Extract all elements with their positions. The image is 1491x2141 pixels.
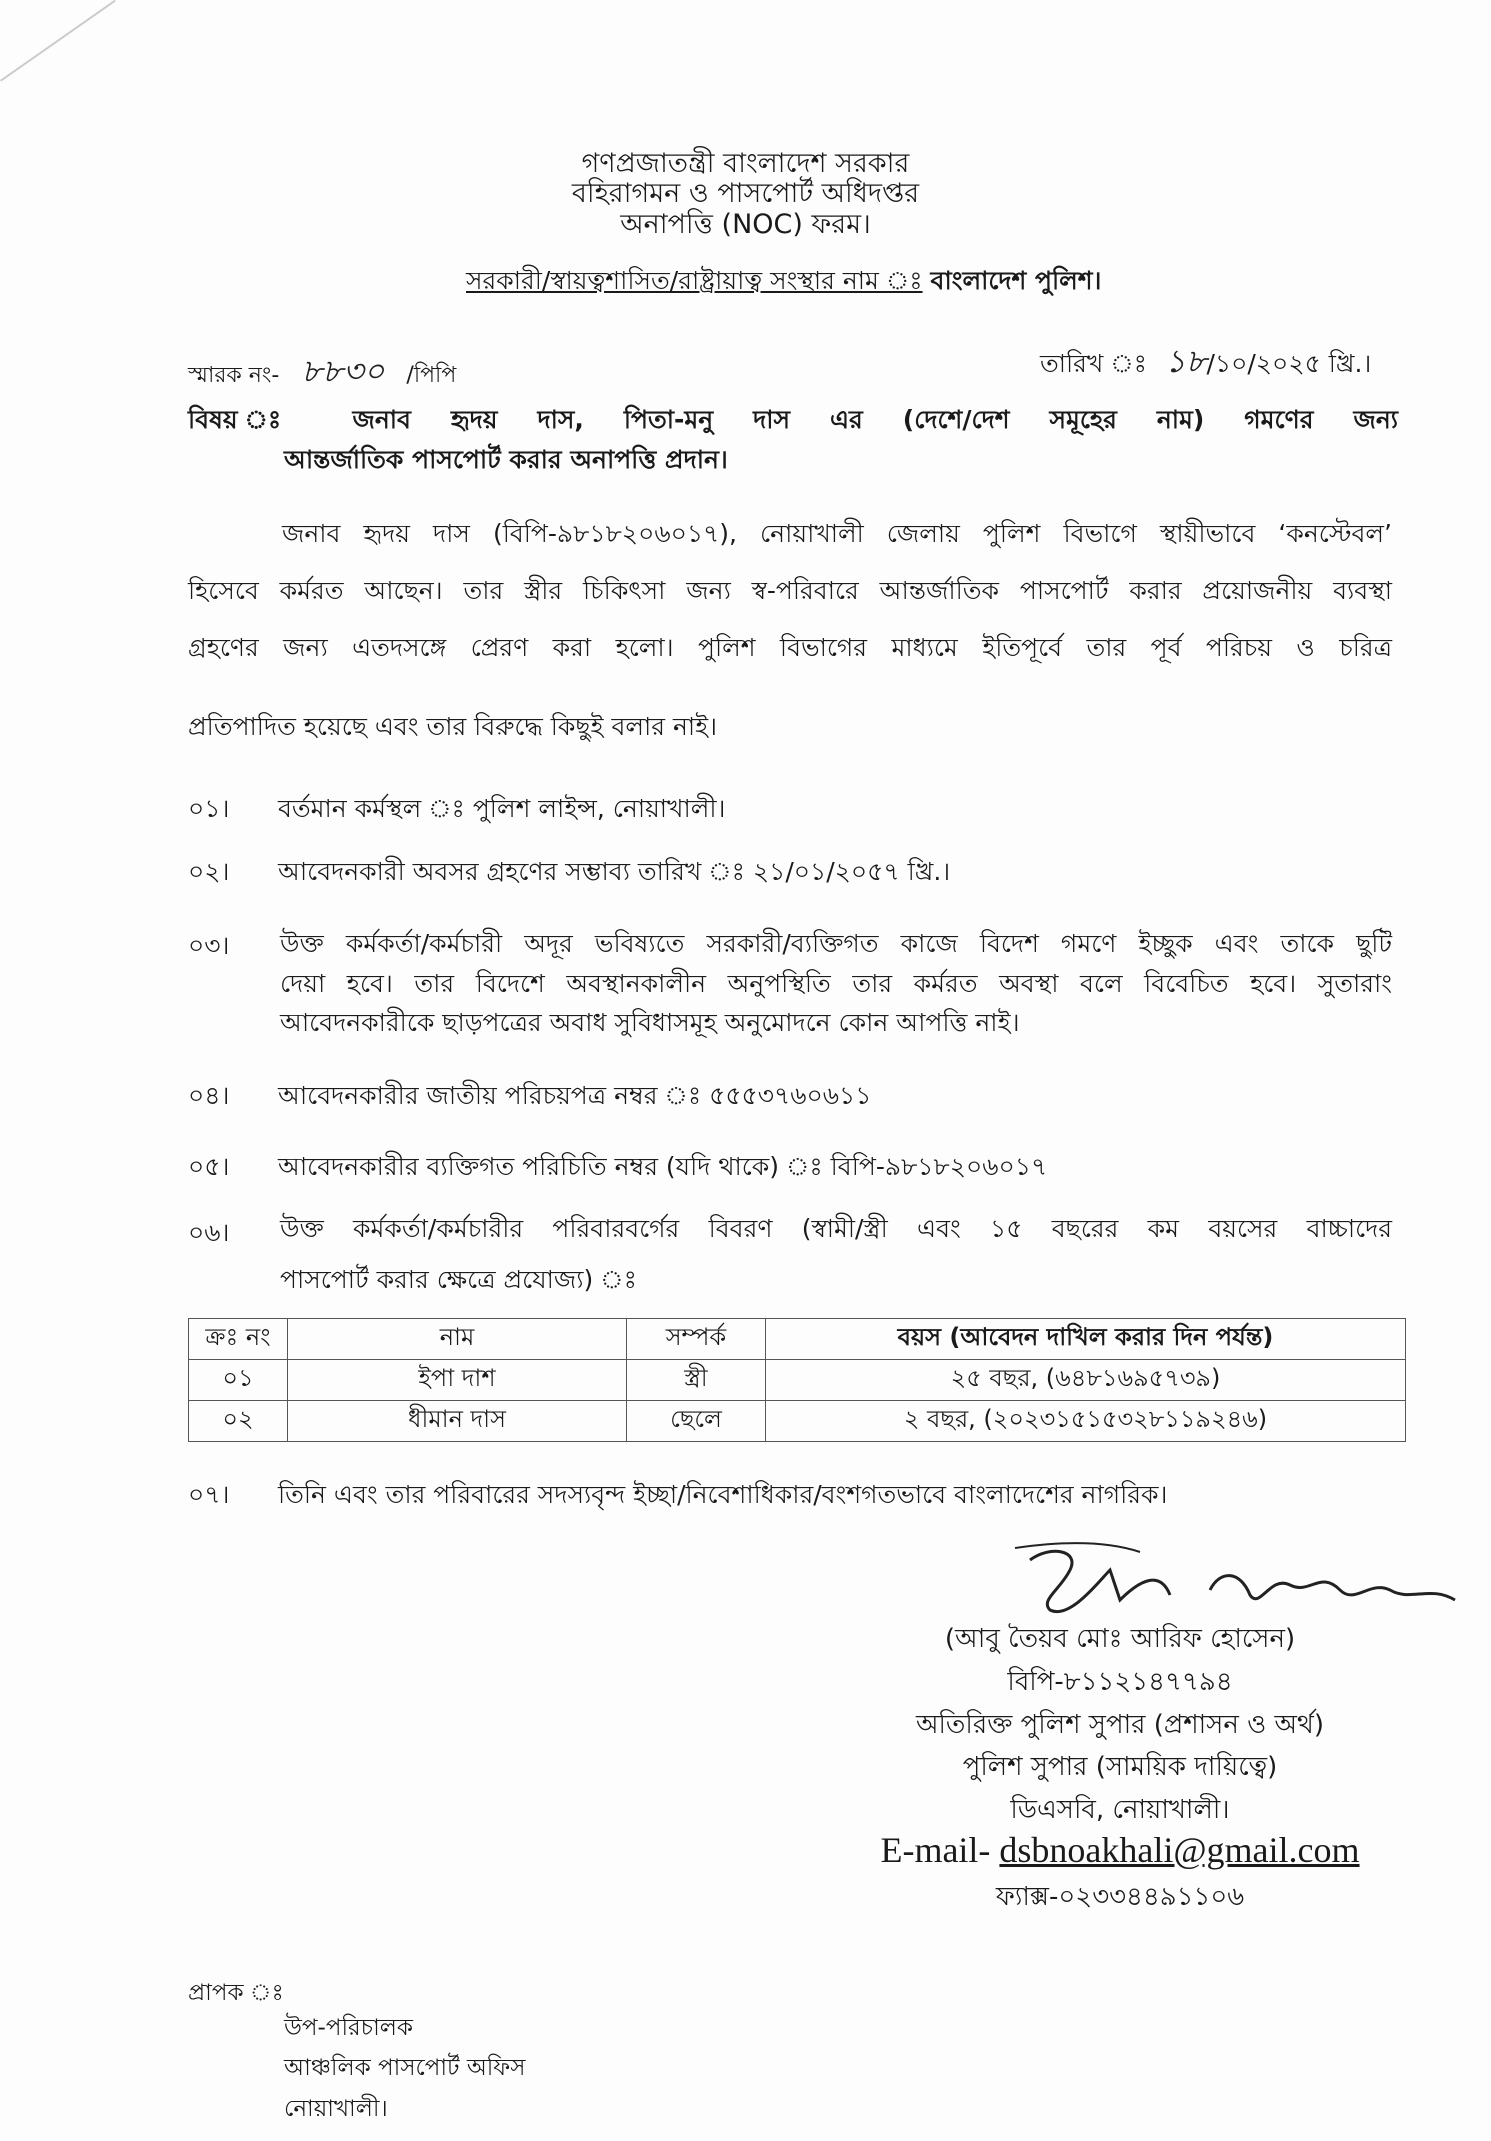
table-cell: স্ত্রী [627, 1360, 766, 1401]
paragraph-line: গ্রহণের জন্য এতদসঙ্গে প্রেরণ করা হলো। পুলিশ বিভাগের মাধ্যমে ইতিপূর্বে তার পূর্ব পরিচয় ও চরিত্র [188, 633, 1392, 662]
signatory-bp: বিপি-৮১১২১৪৭৭৯৪ [1007, 1667, 1233, 1697]
memo-label: স্মারক নং- [188, 363, 280, 388]
table-header: সম্পর্ক [627, 1319, 766, 1360]
recipient-line: উপ-পরিচালক [284, 2015, 413, 2041]
table-header-row [189, 1319, 1406, 1360]
item-06-line: উক্ত কর্মকর্তা/কর্মচারীর পরিবারবর্গের বিবরণ (স্বামী/স্ত্রী এবং ১৫ বছরের কম বয়সের বাচ্চাদের [280, 1214, 1392, 1243]
subject-text-1: জনাব হৃদয় দাস, পিতা-মনু দাস এর (দেশে/দেশ সমূহের নাম) গমণের জন্য [352, 405, 1398, 434]
table-row [189, 1360, 1406, 1401]
subject-line-2: আন্তর্জাতিক পাসপোর্ট করার অনাপত্তি প্রদান। [284, 445, 728, 474]
paragraph-line: হিসেবে কর্মরত আছেন। তার স্ত্রীর চিকিৎসা জন্য স্ব-পরিবারে আন্তর্জাতিক পাসপোর্ট করার প্রয়োজনীয় ব্যবস্থা [188, 576, 1392, 605]
item-text: আবেদনকারীর ব্যক্তিগত পরিচিতি নম্বর (যদি থাকে) ঃ বিপি-৯৮১৮২০৬০১৭ [278, 1152, 1048, 1181]
organization-label: সরকারী/স্বায়ত্বশাসিত/রাষ্ট্রায়াত্ব সংস্থার নাম ঃ [466, 266, 923, 295]
item-05 [188, 1147, 1047, 1190]
memo-suffix: /পিপি [406, 363, 457, 388]
signatory-fax: ফ্যাক্স-০২৩৩৪৪৯১১০৬ [995, 1882, 1245, 1912]
item-text: বর্তমান কর্মস্থল ঃ পুলিশ লাইন্স, নোয়াখালী। [278, 794, 726, 823]
item-06-line: পাসপোর্ট করার ক্ষেত্রে প্রযোজ্য) ঃ [280, 1265, 637, 1294]
table-cell: ০২ [189, 1401, 288, 1442]
item-number: ০২। [188, 857, 230, 886]
subject-line-1 [188, 400, 1398, 443]
signatory-designation: অতিরিক্ত পুলিশ সুপার (প্রশাসন ও অর্থ) [915, 1710, 1325, 1740]
header-department: বহিরাগমন ও পাসপোর্ট অধিদপ্তর [571, 178, 920, 209]
email-label: E-mail- [880, 1830, 991, 1870]
item-number: ০৪। [188, 1081, 230, 1110]
item-number: ০১। [188, 794, 230, 823]
table-cell: ইপা দাশ [288, 1360, 627, 1401]
table-row [189, 1401, 1406, 1442]
date-day-handwritten: ১৮ [1164, 342, 1207, 380]
signature-image [1010, 1540, 1470, 1630]
date-label: তারিখ ঃ [1040, 349, 1147, 378]
item-number: ০৭। [188, 1480, 230, 1509]
paragraph-line: জনাব হৃদয় দাস (বিপি-৯৮১৮২০৬০১৭), নোয়াখালী জেলায় পুলিশ বিভাগে স্থায়ীভাবে ‘কনস্টেবল’ [282, 519, 1392, 548]
item-03-line: দেয়া হবে। তার বিদেশে অবস্থানকালীন অনুপস্থিতি তার কর্মরত অবস্থা বলে বিবেচিত হবে। সুতারাং [280, 969, 1392, 998]
item-03-number: ০৩। [188, 931, 230, 960]
table-cell: ২ বছর, (২০২৩১৫১৫৩২৮১১৯২৪৬) [766, 1401, 1406, 1442]
signatory-office: ডিএসবি, নোয়াখালী। [1010, 1795, 1230, 1825]
memo-number [188, 346, 456, 400]
table-cell: ধীমান দাস [288, 1401, 627, 1442]
recipient-label: প্রাপক ঃ [188, 1980, 284, 2006]
item-06-number: ০৬। [188, 1218, 230, 1247]
header-form-title: অনাপত্তি (NOC) ফরম। [620, 209, 871, 240]
item-07 [188, 1475, 1167, 1518]
signatory-designation: পুলিশ সুপার (সাময়িক দায়িত্বে) [962, 1752, 1278, 1782]
item-03-line: আবেদনকারীকে ছাড়পত্রের অবাধ সুবিধাসমূহ অনুমোদনে কোন আপত্তি নাই। [280, 1008, 1020, 1037]
recipient-line: নোয়াখালী। [284, 2096, 388, 2122]
memo-date [1040, 336, 1371, 390]
item-text: আবেদনকারী অবসর গ্রহণের সম্ভাব্য তারিখ ঃ ২১/০১/২০৫৭ খ্রি.। [278, 857, 951, 886]
table-header: নাম [288, 1319, 627, 1360]
header-government: গণপ্রজাতন্ত্রী বাংলাদেশ সরকার [581, 148, 910, 179]
item-04 [188, 1076, 872, 1119]
organization-name: বাংলাদেশ পুলিশ। [930, 266, 1102, 295]
paper-crease [0, 0, 116, 82]
recipient-line: আঞ্চলিক পাসপোর্ট অফিস [284, 2055, 526, 2081]
table-header: বয়স (আবেদন দাখিল করার দিন পর্যন্ত) [766, 1319, 1406, 1360]
item-02 [188, 852, 950, 895]
item-text: তিনি এবং তার পরিবারের সদস্যবৃন্দ ইচ্ছা/নিবেশাধিকার/বংশগতভাবে বাংলাদেশের নাগরিক। [278, 1480, 1168, 1509]
signatory-name: (আবু তৈয়ব মোঃ আরিফ হোসেন) [944, 1624, 1296, 1654]
table-header: ক্রঃ নং [189, 1319, 288, 1360]
table-cell: ছেলে [627, 1401, 766, 1442]
date-rest: /১০/২০২৫ খ্রি.। [1206, 349, 1372, 378]
paragraph-line: প্রতিপাদিত হয়েছে এবং তার বিরুদ্ধে কিছুই বলার নাই। [188, 712, 718, 741]
subject-label: বিষয় ঃ [188, 405, 313, 434]
signatory-email-line [780, 1829, 1460, 1871]
item-01 [188, 789, 725, 832]
organization-line [466, 261, 1102, 304]
email-link[interactable]: dsbnoakhali@gmail.com [999, 1830, 1360, 1870]
table-cell: ০১ [189, 1360, 288, 1401]
table-cell: ২৫ বছর, (৬৪৮১৬৯৫৭৩৯) [766, 1360, 1406, 1401]
memo-handwritten-number: ৮৮৩০ [301, 352, 385, 390]
item-number: ০৫। [188, 1152, 230, 1181]
item-03-line: উক্ত কর্মকর্তা/কর্মচারী অদূর ভবিষ্যতে সরকারী/ব্যক্তিগত কাজে বিদেশ গমণে ইচ্ছুক এবং তাকে ছুটি [280, 929, 1392, 958]
family-table [188, 1318, 1406, 1442]
item-text: আবেদনকারীর জাতীয় পরিচয়পত্র নম্বর ঃ ৫৫৫৩৭৬০৬১১ [278, 1081, 872, 1110]
